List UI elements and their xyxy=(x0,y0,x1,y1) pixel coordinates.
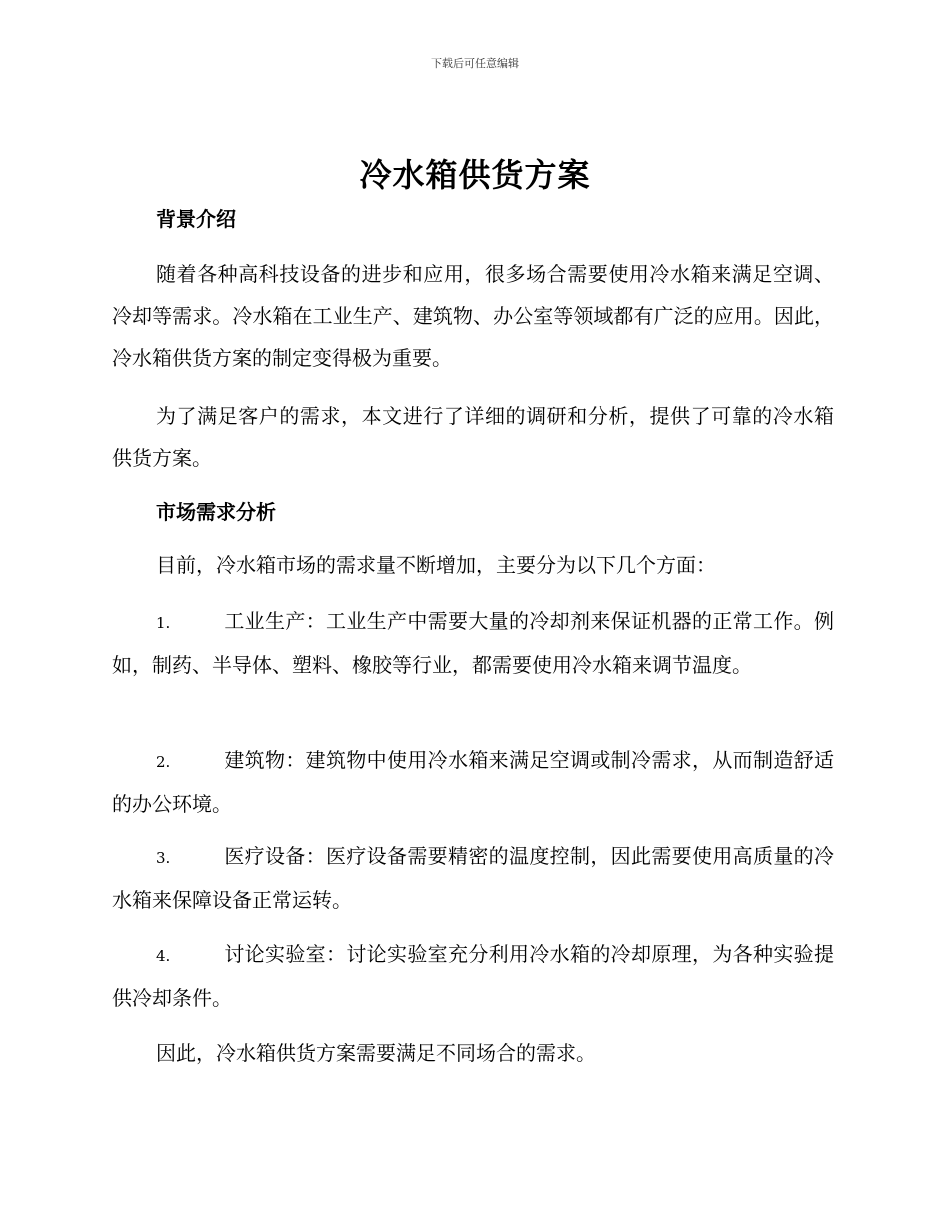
list-item-number: 1. xyxy=(156,614,171,632)
list-item-text: 医疗设备：医疗设备需要精密的温度控制，因此需要使用高质量的冷水箱来保障设备正常运转。 xyxy=(112,844,834,912)
page-header-note: 下载后可任意编辑 xyxy=(431,57,519,70)
background-paragraph-1: 随着各种高科技设备的进步和应用，很多场合需要使用冷水箱来满足空调、冷却等需求。冷水箱在工业生产、建筑物、办公室等领域都有广泛的应用。因此，冷水箱供货方案的制定变得极为重要。 xyxy=(112,262,834,370)
list-item xyxy=(112,739,834,825)
list-item xyxy=(112,600,834,686)
list-item-number: 4. xyxy=(156,947,171,965)
document-title: 冷水箱供货方案 xyxy=(359,156,591,194)
list-item-text: 建筑物：建筑物中使用冷水箱来满足空调或制冷需求，从而制造舒适的办公环境。 xyxy=(112,748,834,816)
list-item-number: 2. xyxy=(156,753,171,771)
list-item-number: 3. xyxy=(156,849,171,867)
background-paragraph-2: 为了满足客户的需求，本文进行了详细的调研和分析，提供了可靠的冷水箱供货方案。 xyxy=(112,404,834,470)
list-item-text: 讨论实验室：讨论实验室充分利用冷水箱的冷却原理，为各种实验提供冷却条件。 xyxy=(112,942,834,1010)
market-conclusion-paragraph: 因此，冷水箱供货方案需要满足不同场合的需求。 xyxy=(156,1041,596,1065)
section-heading-background: 背景介绍 xyxy=(156,207,236,231)
list-item xyxy=(112,933,834,1019)
list-item xyxy=(112,835,834,921)
market-intro-paragraph: 目前，冷水箱市场的需求量不断增加，主要分为以下几个方面： xyxy=(156,553,716,577)
section-heading-market-demand: 市场需求分析 xyxy=(156,500,276,524)
list-item-text: 工业生产：工业生产中需要大量的冷却剂来保证机器的正常工作。例如，制药、半导体、塑料、橡胶等行业，都需要使用冷水箱来调节温度。 xyxy=(112,609,834,677)
